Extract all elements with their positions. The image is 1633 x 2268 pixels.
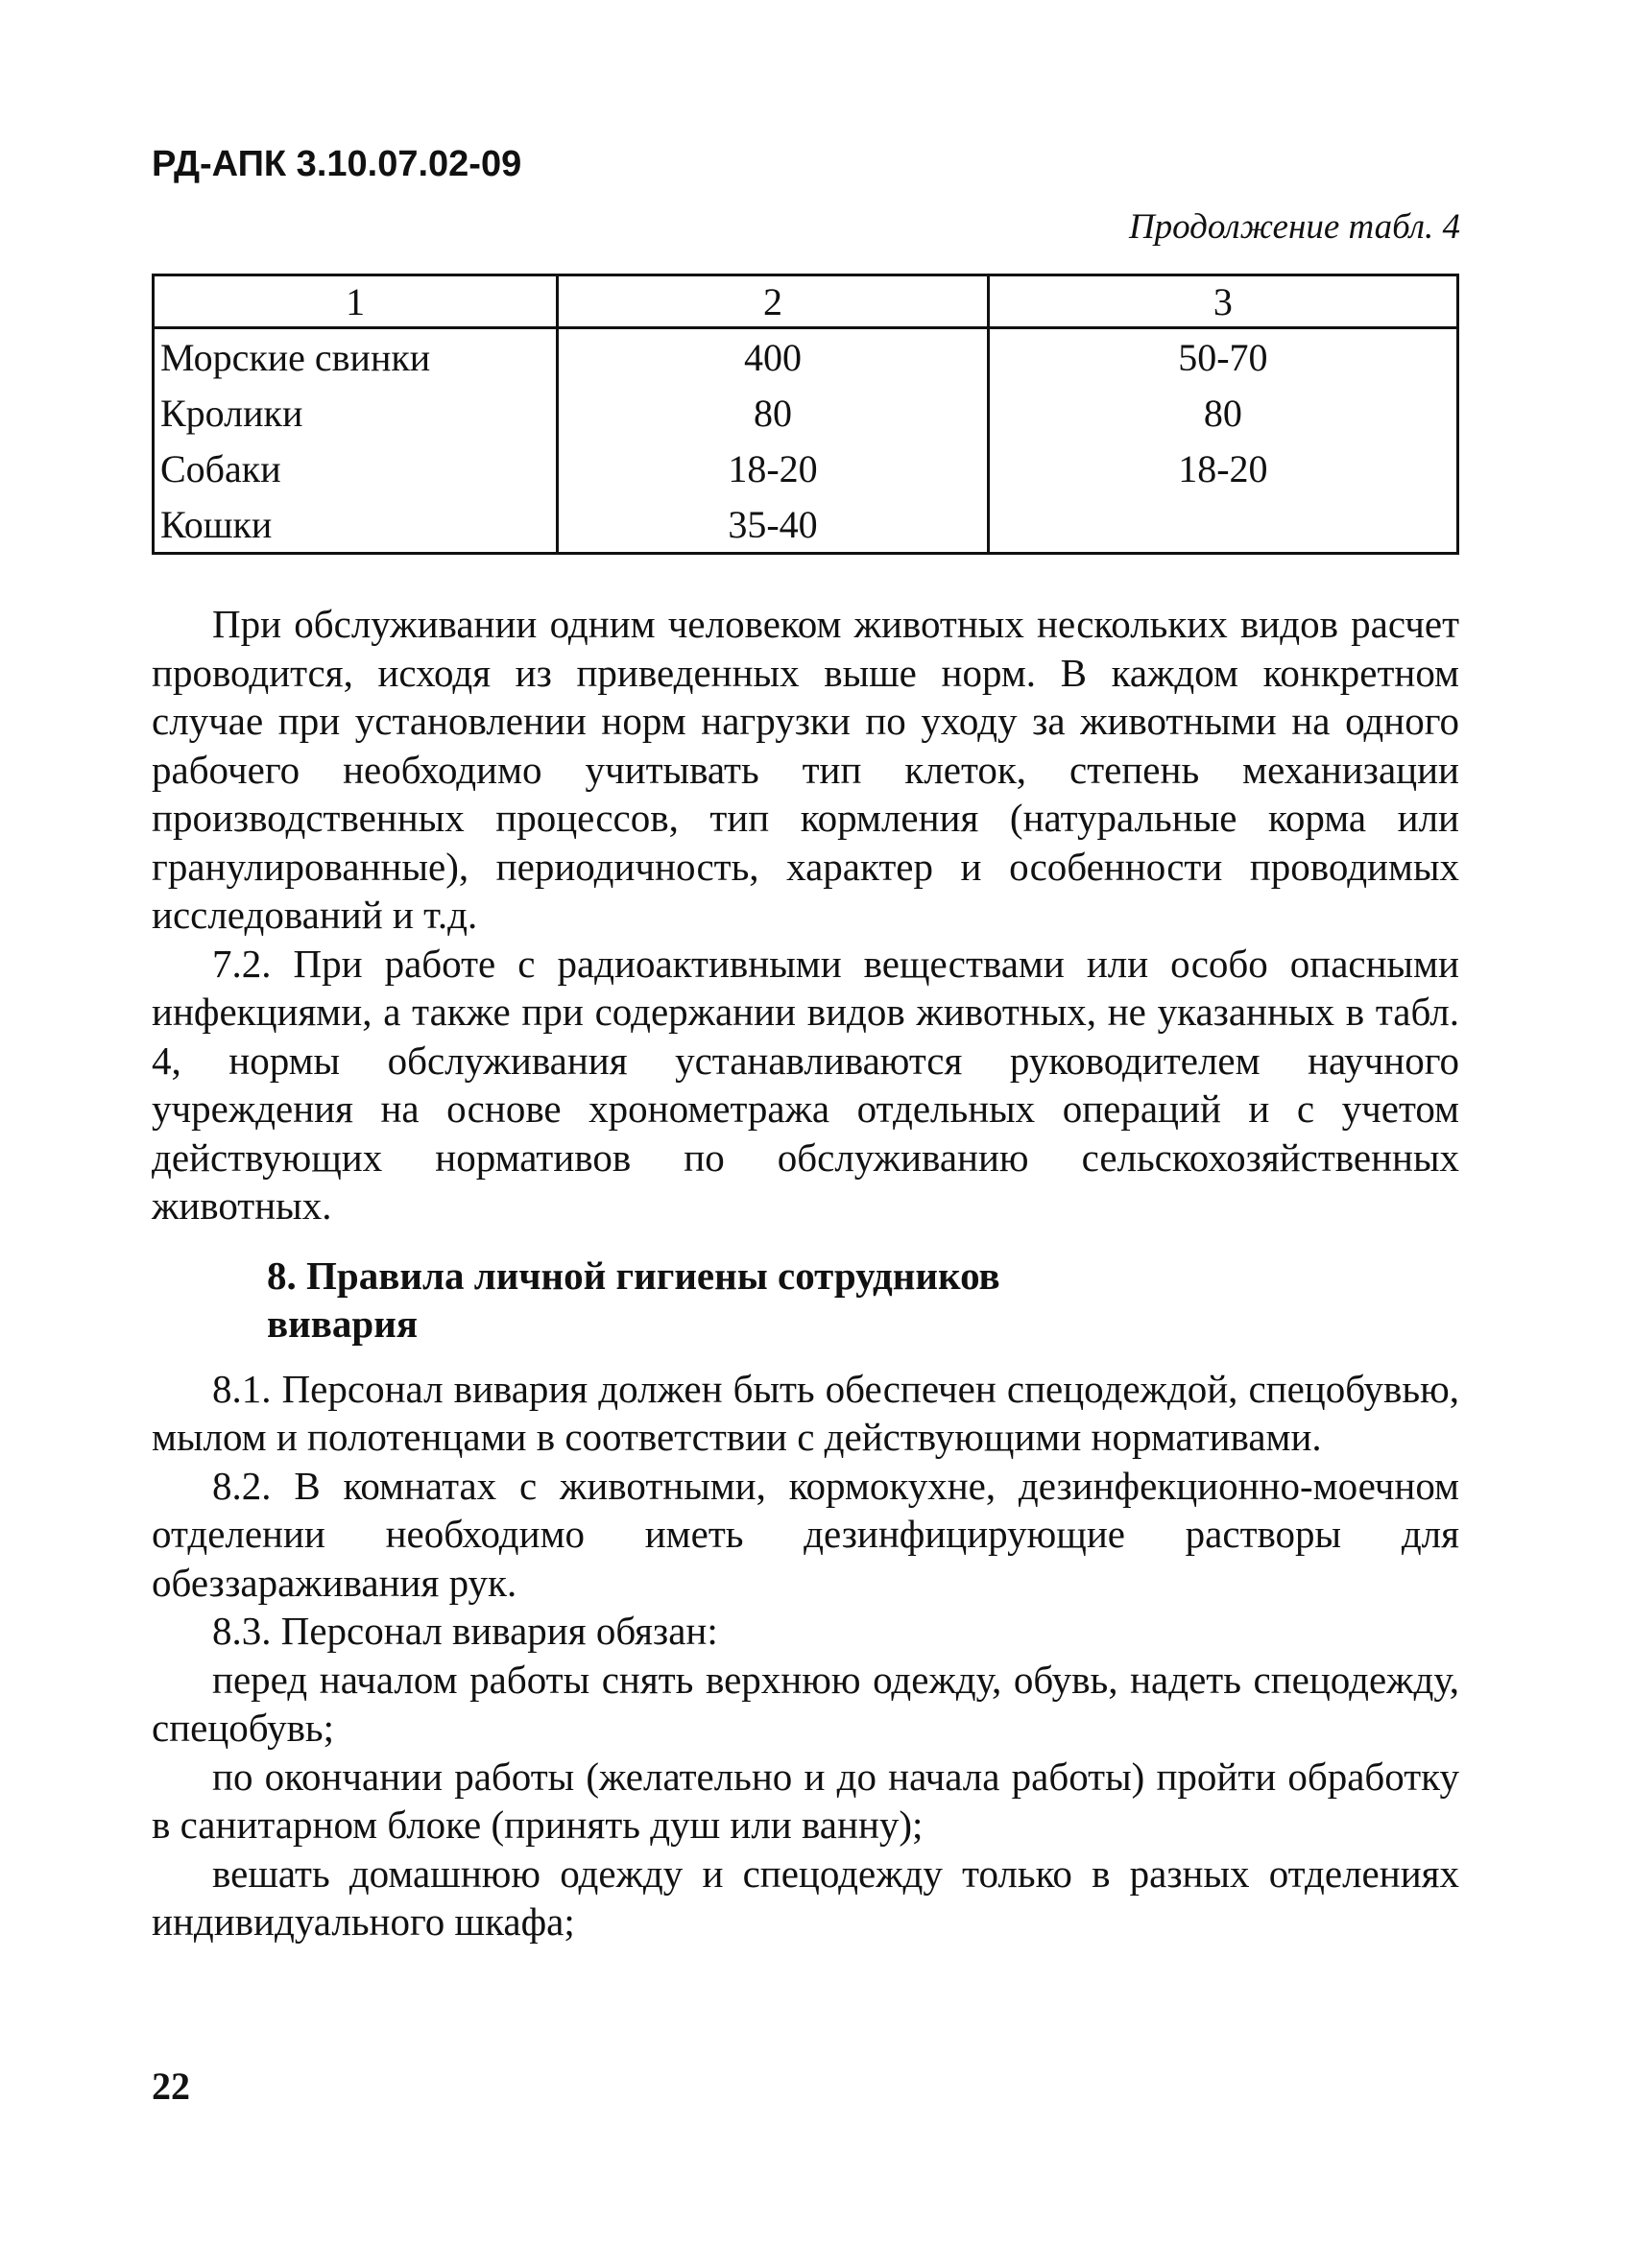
table-row <box>154 328 1458 386</box>
table-cell-value: 18-20 <box>558 441 988 496</box>
paragraph-8-2: 8.2. В комнатах с животными, кормокухне, дезинфекционно-моечном отделении необходимо иметь дезинфицирующие растворы для обеззараживания рук. <box>152 1463 1459 1605</box>
table-cell-value: 80 <box>988 385 1457 441</box>
paragraph: При обслуживании одним человеком животных нескольких видов расчет проводится, исходя из приведенных выше норм. В каждом конкретном случае при установлении норм нагрузки по уходу за животными на одного рабочего необходимо учитывать тип клеток, степень механизации производственных процессов, тип кормления (натуральные корма или гранулированные), периодичность, характер и особенности проводимых исследований и т.д. <box>152 602 1459 937</box>
paragraph-8-3: 8.3. Персонал вивария обязан: <box>212 1609 718 1653</box>
list-item: перед началом работы снять верхнюю одежду, обувь, надеть спецодежду, спецобувь; <box>152 1657 1459 1750</box>
table-cell-value: 18-20 <box>988 441 1457 496</box>
table-cell-value: 400 <box>558 328 988 386</box>
table-cell-animal: Собаки <box>154 441 558 496</box>
column-header-1: 1 <box>154 275 558 328</box>
table-cell-value: 35-40 <box>558 496 988 554</box>
page-number: 22 <box>152 2065 190 2108</box>
section-heading: 8. Правила личной гигиены сотрудников вивария <box>267 1253 1000 1346</box>
table-cell-animal: Кролики <box>154 385 558 441</box>
table-cell-animal: Кошки <box>154 496 558 554</box>
table-cell-value: 50-70 <box>988 328 1457 386</box>
column-header-2: 2 <box>558 275 988 328</box>
list-item: по окончании работы (желательно и до начала работы) пройти обработку в санитарном блоке (принять душ или ванну); <box>152 1754 1459 1847</box>
table-row <box>154 441 1458 496</box>
table-cell-value <box>988 496 1457 554</box>
table-header-row <box>154 275 1458 328</box>
paragraph-7-2: 7.2. При работе с радиоактивными веществами или особо опасными инфекциями, а также при содержании видов животных, не указанных в табл. 4, нормы обслуживания устанавливаются руководителем научного учреждения на основе хронометража отдельных операций и с учетом действующих нормативов по обслуживанию сельскохозяйственных животных. <box>152 941 1459 1228</box>
table-row <box>154 385 1458 441</box>
paragraph-8-1: 8.1. Персонал вивария должен быть обеспечен спецодеждой, спецобувью, мылом и полотенцами в соответствии с действующими нормативами. <box>152 1366 1459 1459</box>
column-header-3: 3 <box>988 275 1457 328</box>
norms-table <box>152 274 1459 555</box>
table-cell-value: 80 <box>558 385 988 441</box>
document-code: РД-АПК 3.10.07.02-09 <box>152 144 522 184</box>
table-continuation-label: Продолжение табл. 4 <box>1128 207 1460 247</box>
list-item: вешать домашнюю одежду и спецодежду только в разных отделениях индивидуального шкафа; <box>152 1850 1459 1944</box>
table-row <box>154 496 1458 554</box>
table-cell-animal: Морские свинки <box>154 328 558 386</box>
body-text <box>152 600 1459 1946</box>
